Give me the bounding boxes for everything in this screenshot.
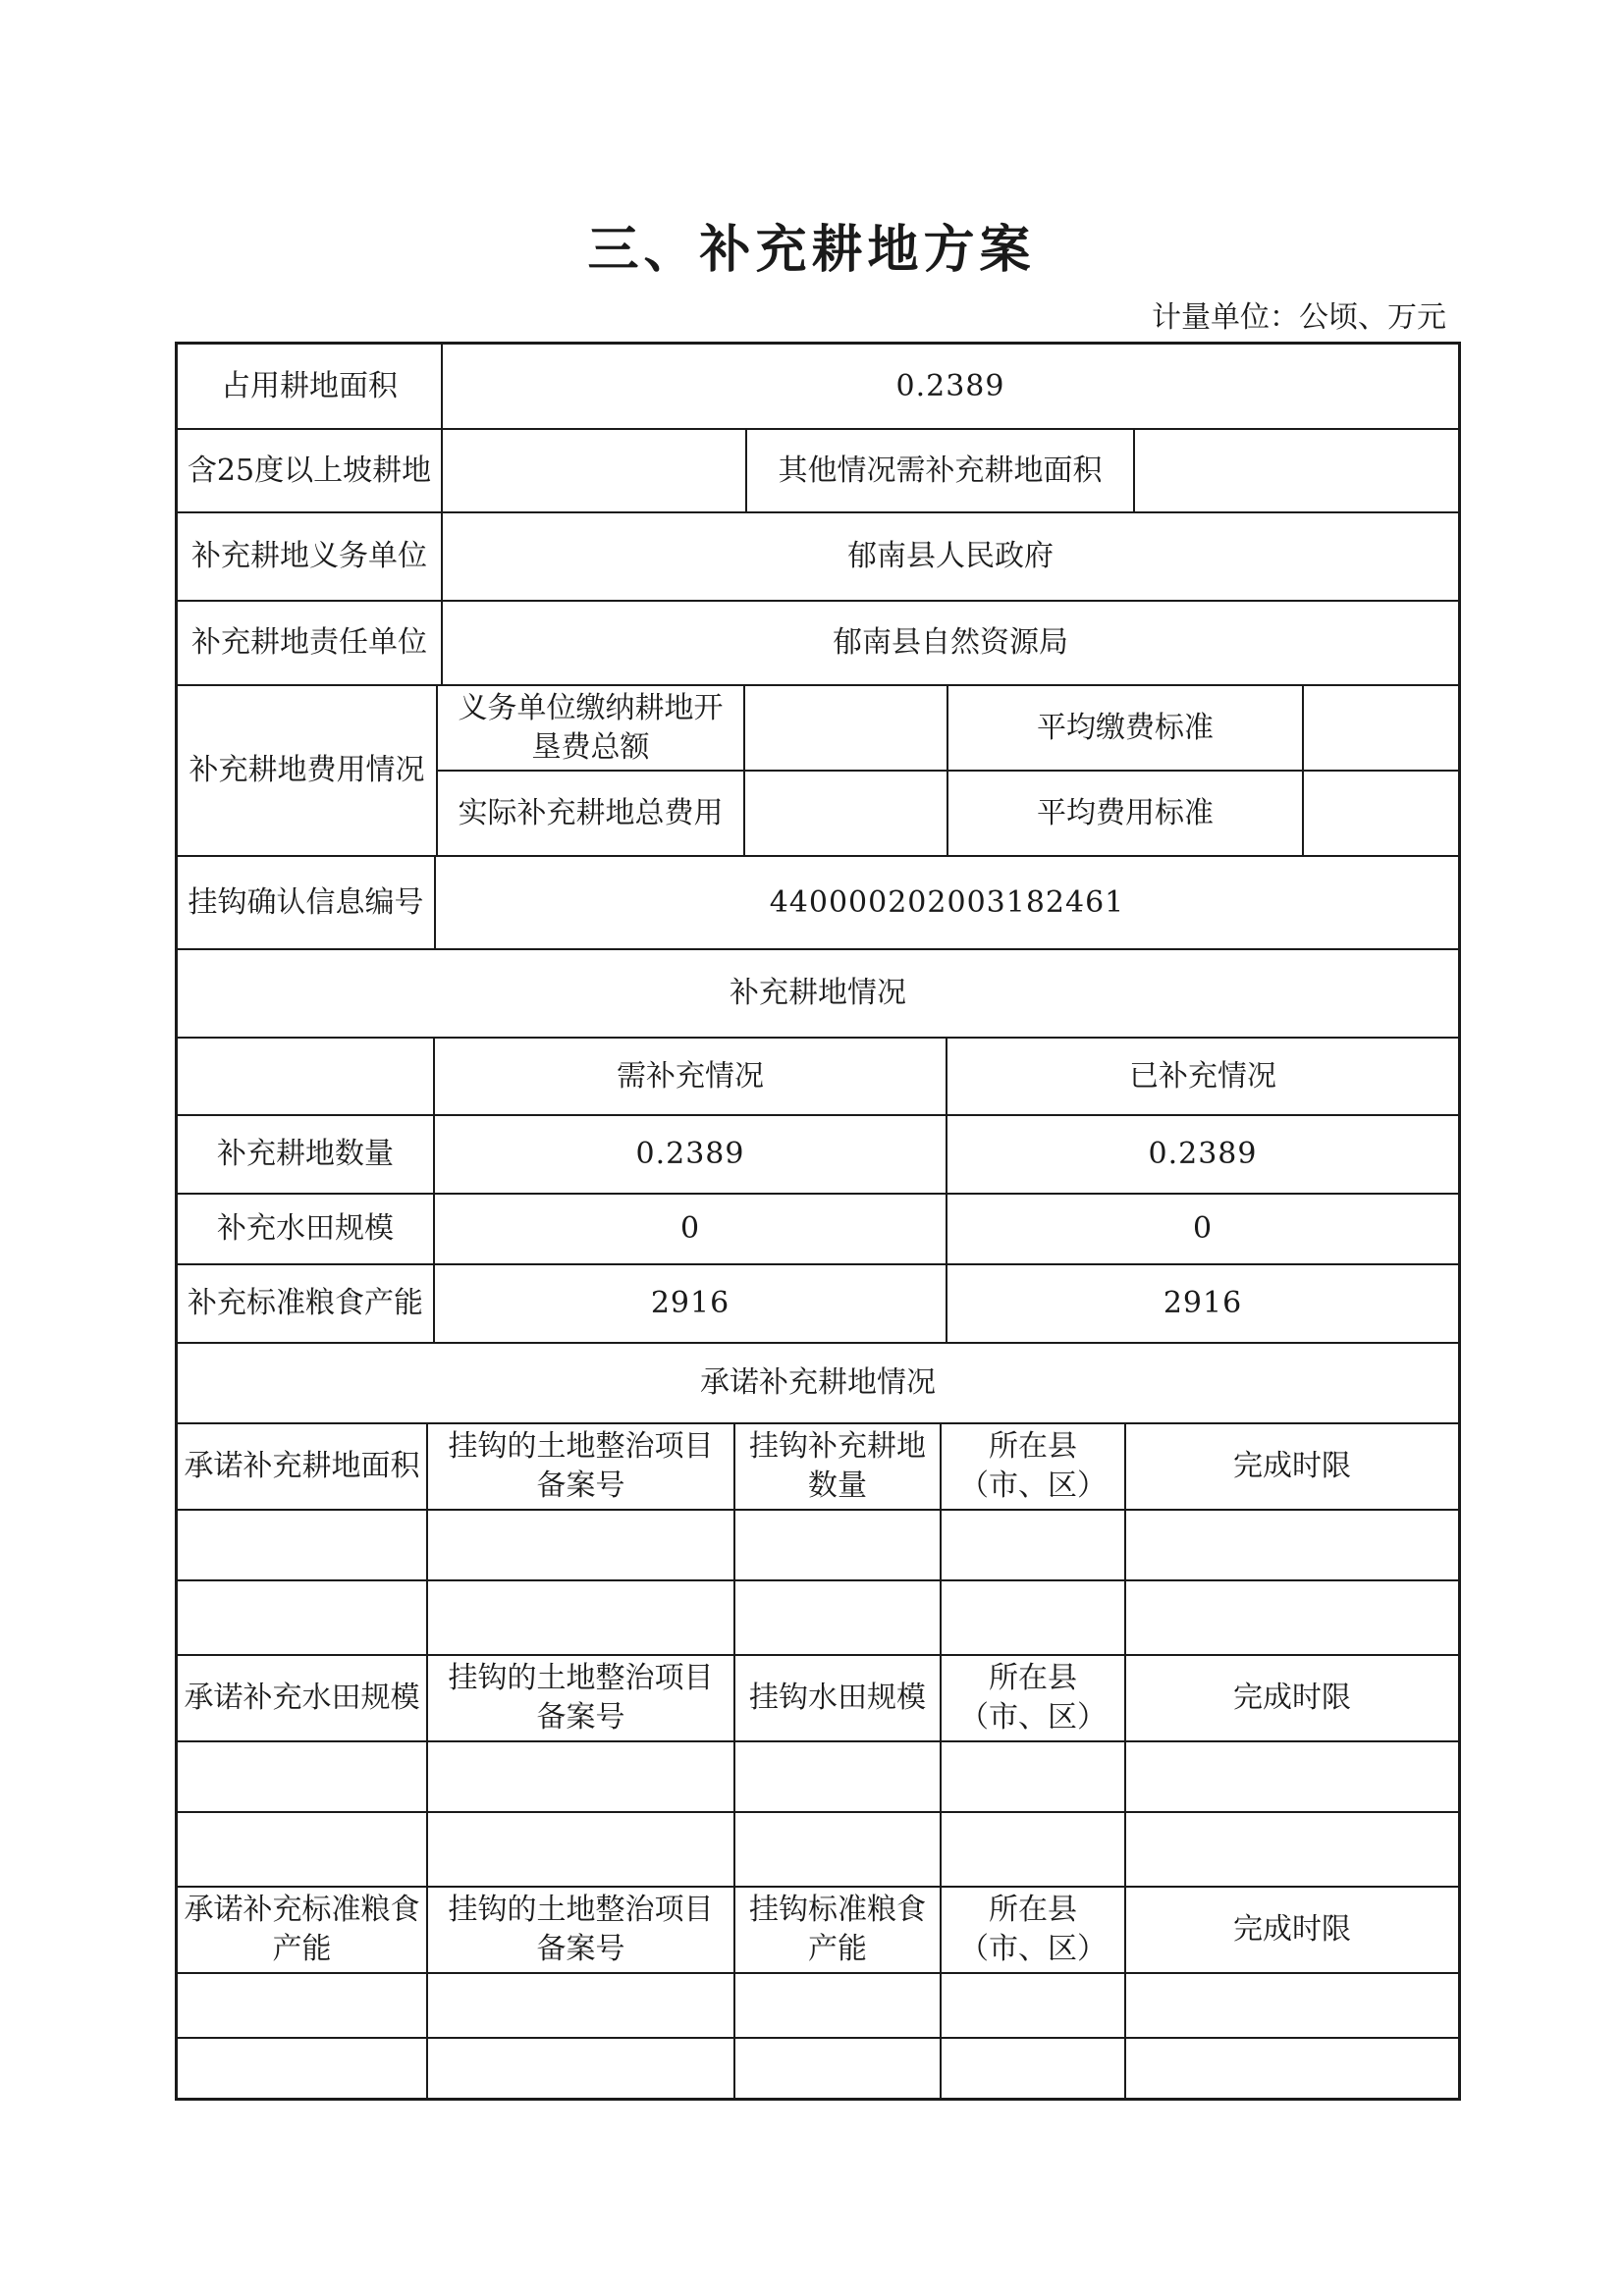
empty-cell: [428, 2039, 735, 2098]
promise-col-2: 挂钩的土地整治项目备案号: [428, 1888, 735, 1974]
empty-cell: [735, 1581, 942, 1656]
avg-cost-label: 平均费用标准: [948, 772, 1304, 857]
supplement-row-need: 0.2389: [435, 1116, 947, 1195]
empty-cell: [942, 1742, 1126, 1813]
empty-cell: [1126, 1813, 1458, 1888]
promise-col-2: 挂钩的土地整治项目备案号: [428, 1656, 735, 1742]
empty-cell: [735, 2039, 942, 2098]
occupied-area-value: 0.2389: [443, 345, 1458, 430]
unit-note: 计量单位：公顷、万元: [1152, 300, 1446, 335]
promise-col-1: 承诺补充标准粮食产能: [178, 1888, 428, 1974]
empty-cell: [735, 1813, 942, 1888]
supplement-row-label: 补充水田规模: [178, 1195, 435, 1265]
empty-cell: [178, 1581, 428, 1656]
supplement-header: 补充耕地情况: [178, 950, 1458, 1039]
col-need-header: 需补充情况: [435, 1039, 947, 1116]
empty-cell: [942, 2039, 1126, 2098]
page-title: 三、补充耕地方案: [587, 220, 1036, 280]
supplement-row-label: 补充耕地数量: [178, 1116, 435, 1195]
obligation-unit-label: 补充耕地义务单位: [178, 513, 443, 602]
promise-col-4: 所在县（市、区）: [942, 1424, 1126, 1511]
empty-cell: [735, 1511, 942, 1581]
total-fee-label: 义务单位缴纳耕地开垦费总额: [438, 686, 745, 772]
other-area-value: [1135, 430, 1458, 513]
empty-cell: [178, 1511, 428, 1581]
promise-col-2: 挂钩的土地整治项目备案号: [428, 1424, 735, 1511]
promise-col-4: 所在县（市、区）: [942, 1656, 1126, 1742]
empty-cell: [178, 2039, 428, 2098]
empty-cell: [178, 1813, 428, 1888]
other-area-label: 其他情况需补充耕地面积: [747, 430, 1135, 513]
empty-cell: [428, 1581, 735, 1656]
empty-cell: [178, 1974, 428, 2039]
empty-cell: [428, 1974, 735, 2039]
supplement-row-done: 0: [947, 1195, 1458, 1265]
supplement-row-done: 2916: [947, 1265, 1458, 1344]
supplement-row-need: 0: [435, 1195, 947, 1265]
supplement-row-need: 2916: [435, 1265, 947, 1344]
promise-col-5: 完成时限: [1126, 1656, 1458, 1742]
plan-table: [175, 342, 1461, 2101]
promise-col-3: 挂钩补充耕地数量: [735, 1424, 942, 1511]
obligation-unit-value: 郁南县人民政府: [443, 513, 1458, 602]
promise-col-4: 所在县（市、区）: [942, 1888, 1126, 1974]
empty-cell: [178, 1742, 428, 1813]
actual-total-value: [745, 772, 948, 857]
col-done-header: 已补充情况: [947, 1039, 1458, 1116]
empty-cell: [1126, 2039, 1458, 2098]
avg-cost-value: [1304, 772, 1458, 857]
avg-fee-value: [1304, 686, 1458, 772]
slope-25-label: 含25度以上坡耕地: [178, 430, 443, 513]
promise-header: 承诺补充耕地情况: [178, 1344, 1458, 1424]
supplement-row-done: 0.2389: [947, 1116, 1458, 1195]
empty-cell: [428, 1813, 735, 1888]
promise-col-1: 承诺补充耕地面积: [178, 1424, 428, 1511]
empty-cell: [1126, 1742, 1458, 1813]
empty-cell: [735, 1974, 942, 2039]
empty-cell: [942, 1974, 1126, 2039]
promise-col-5: 完成时限: [1126, 1424, 1458, 1511]
supplement-row-label: 补充标准粮食产能: [178, 1265, 435, 1344]
empty-cell: [1126, 1581, 1458, 1656]
occupied-area-label: 占用耕地面积: [178, 345, 443, 430]
promise-col-1: 承诺补充水田规模: [178, 1656, 428, 1742]
supplement-corner: [178, 1039, 435, 1116]
promise-col-5: 完成时限: [1126, 1888, 1458, 1974]
hook-id-value: 440000202003182461: [436, 857, 1458, 950]
empty-cell: [942, 1581, 1126, 1656]
empty-cell: [735, 1742, 942, 1813]
empty-cell: [428, 1511, 735, 1581]
empty-cell: [428, 1742, 735, 1813]
promise-col-3: 挂钩水田规模: [735, 1656, 942, 1742]
cost-label: 补充耕地费用情况: [178, 686, 438, 857]
empty-cell: [942, 1813, 1126, 1888]
actual-total-label: 实际补充耕地总费用: [438, 772, 745, 857]
avg-fee-label: 平均缴费标准: [948, 686, 1304, 772]
responsible-unit-label: 补充耕地责任单位: [178, 602, 443, 686]
total-fee-value: [745, 686, 948, 772]
empty-cell: [1126, 1974, 1458, 2039]
promise-col-3: 挂钩标准粮食产能: [735, 1888, 942, 1974]
slope-25-value: [443, 430, 747, 513]
empty-cell: [942, 1511, 1126, 1581]
empty-cell: [1126, 1511, 1458, 1581]
hook-id-label: 挂钩确认信息编号: [178, 857, 436, 950]
responsible-unit-value: 郁南县自然资源局: [443, 602, 1458, 686]
